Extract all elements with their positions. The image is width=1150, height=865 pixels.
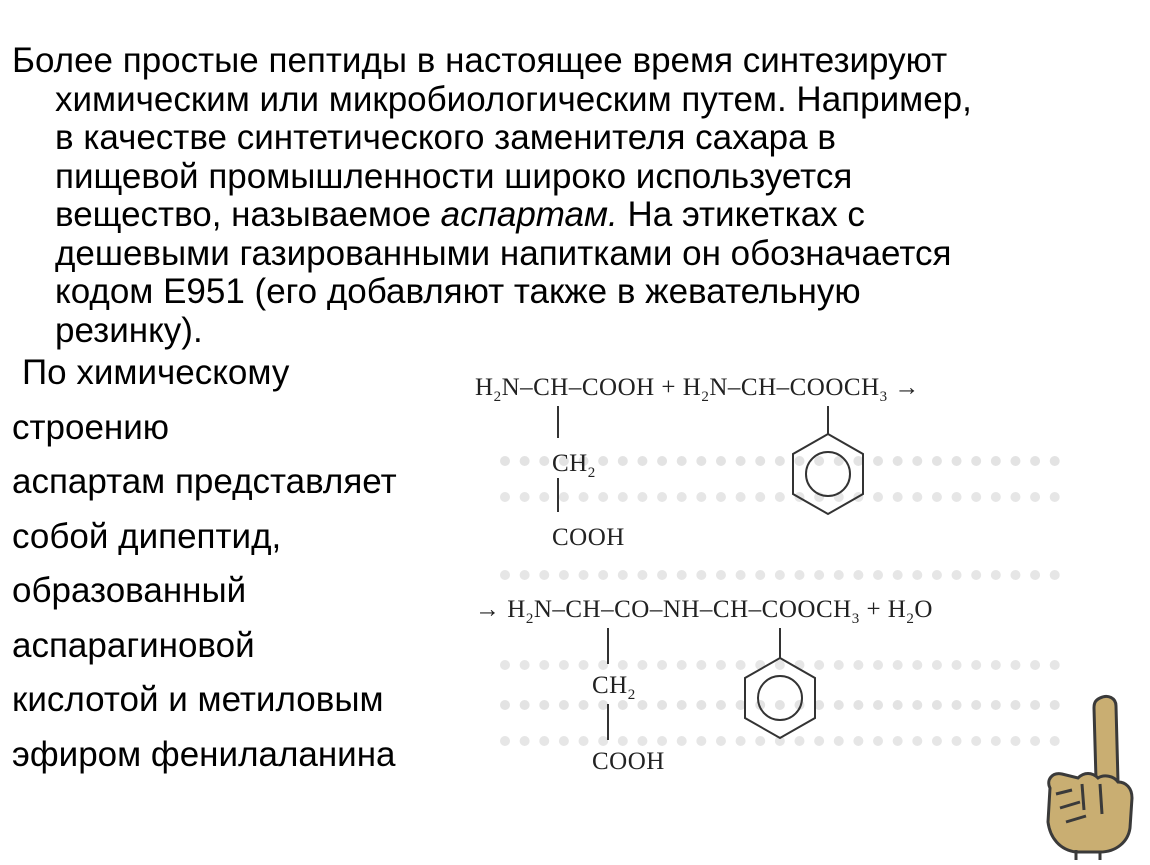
formula-subscript: 3: [879, 389, 888, 405]
side-line: аспартам представляет: [12, 462, 397, 501]
side-line: образованный: [12, 571, 247, 610]
bond-lines: [470, 360, 1070, 780]
reaction-2-ch2: [592, 672, 636, 704]
aspartame-term: аспартам.: [440, 195, 618, 234]
reaction-scheme: [470, 360, 1070, 780]
side-text: [12, 346, 452, 782]
formula-text: + H: [859, 596, 907, 623]
formula-subscript: 2: [587, 465, 596, 481]
formula-subscript: 2: [493, 389, 502, 405]
intro-paragraph: [12, 42, 1132, 350]
reaction-1-ch2: [552, 450, 596, 482]
side-line: собой дипептид,: [12, 516, 282, 556]
formula-subscript: 3: [851, 611, 860, 627]
formula-text: CH: [592, 672, 628, 699]
paragraph-fragment: На этикетках с: [617, 195, 865, 234]
formula-subscript: 2: [701, 389, 710, 405]
paragraph-line: дешевыми газированными напитками он обозначается: [55, 233, 952, 273]
reaction-1-cooh: COOH: [552, 524, 625, 551]
reaction-2-cooh: COOH: [592, 748, 665, 775]
formula-text: N–CH–COOCH: [709, 374, 880, 401]
reaction-2-equation: [475, 596, 933, 628]
benzene-ring-icon: [745, 658, 815, 738]
formula-text: CH: [552, 450, 588, 477]
formula-text: N–CH–COOH + H: [501, 374, 702, 401]
formula-text: O: [914, 596, 933, 623]
side-line: аспарагиновой: [12, 625, 255, 665]
formula-text: N–CH–CO–NH–CH–COOCH: [533, 596, 852, 623]
paragraph-line: резинку).: [55, 310, 203, 350]
side-line: строению: [12, 407, 170, 447]
formula-text: → H: [475, 596, 526, 623]
paragraph-line: пищевой промышленности широко используется: [55, 156, 853, 196]
formula-subscript: 2: [525, 611, 534, 627]
paragraph-line: в качестве синтетического заменителя сахара в: [55, 118, 836, 157]
formula-subscript: 2: [906, 611, 915, 627]
paragraph-line: Более простые пептиды в настоящее время синтезируют: [12, 41, 948, 80]
side-line: эфиром фенилаланина: [12, 734, 396, 774]
paragraph-line: химическим или микробиологическим путем. Например,: [55, 79, 972, 119]
reaction-1-equation: [475, 374, 920, 406]
formula-text: H: [475, 374, 494, 401]
reaction-arrow: →: [887, 374, 920, 401]
side-line: кислотой и метиловым: [12, 680, 384, 719]
formula-subscript: 2: [627, 687, 636, 703]
paragraph-fragment: вещество, называемое: [55, 195, 441, 234]
paragraph-line: [12, 196, 1132, 235]
benzene-ring-icon: [793, 434, 863, 514]
paragraph-line: кодом Е951 (его добавляют также в жевательную: [55, 272, 861, 311]
side-line: По химическому: [22, 353, 290, 392]
pointing-hand-icon[interactable]: [1036, 690, 1148, 865]
